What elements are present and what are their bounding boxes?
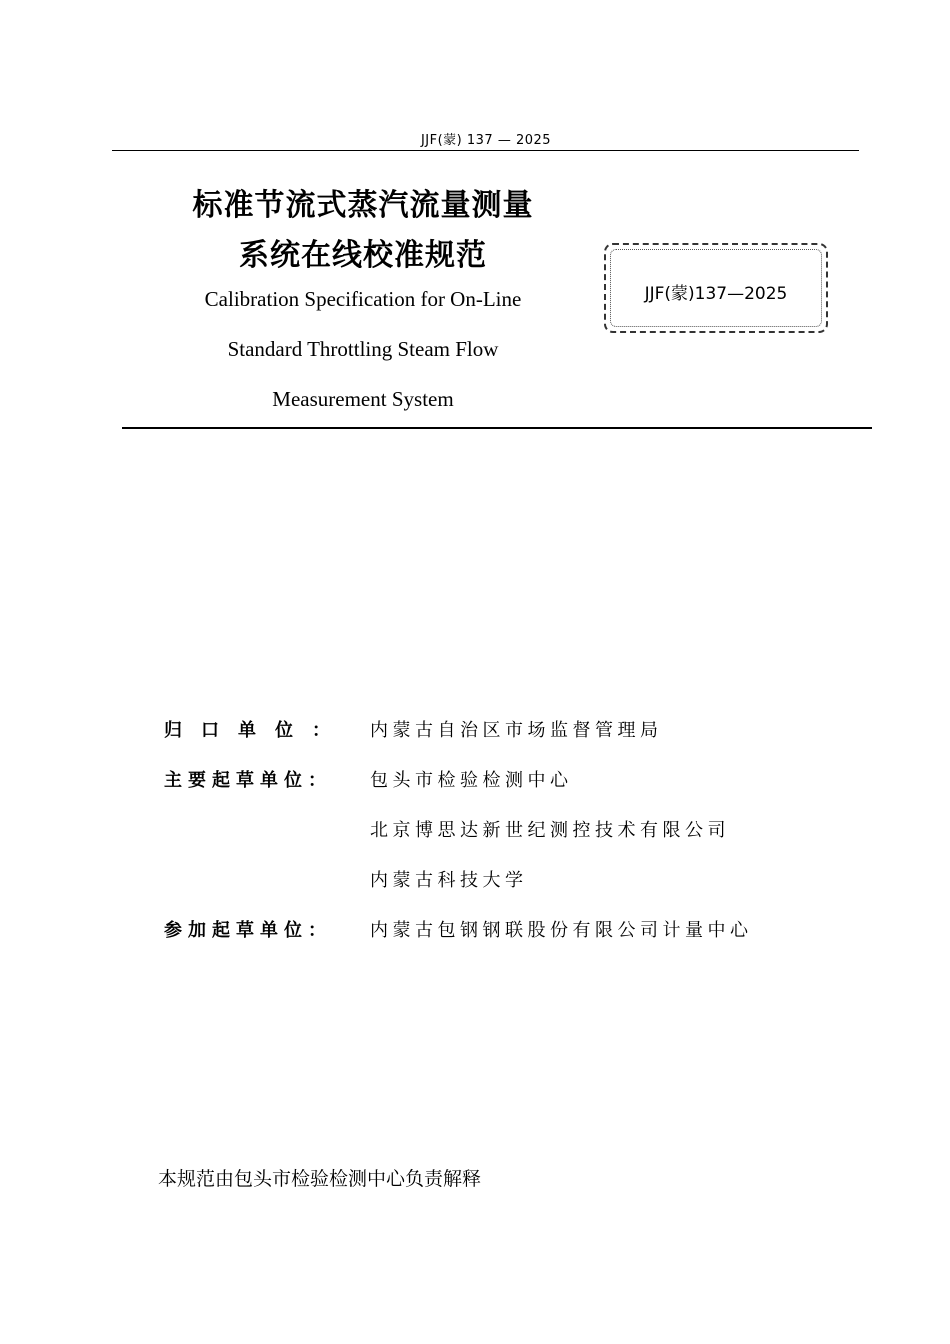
main-drafting-unit-2: 北京博思达新世纪测控技术有限公司: [370, 820, 730, 841]
title-english-line-3: Measurement System: [272, 387, 454, 411]
header-divider: [112, 150, 859, 151]
main-drafting-unit-3: 内蒙古科技大学: [370, 870, 528, 891]
standard-code-box-text: JJF(蒙)137—2025: [644, 284, 788, 304]
participating-unit-value: 内蒙古包钢钢联股份有限公司计量中心: [370, 920, 753, 941]
participating-unit-label: 参加起草单位：: [164, 920, 332, 941]
main-drafting-unit-1: 包头市检验检测中心: [370, 770, 573, 791]
interpretation-note: 本规范由包头市检验检测中心负责解释: [158, 1168, 482, 1190]
title-english-line-2: Standard Throttling Steam Flow: [227, 337, 499, 361]
responsible-unit-label: 归口单位：: [164, 720, 349, 741]
standard-code-frame: [604, 243, 828, 333]
main-drafting-unit-label: 主要起草单位：: [164, 770, 332, 791]
responsible-unit-value: 内蒙古自治区市场监督管理局: [370, 720, 663, 741]
title-divider: [122, 427, 872, 429]
header-standard-code: JJF(蒙) 137 — 2025: [420, 133, 552, 148]
title-chinese-line-2: 系统在线校准规范: [239, 238, 487, 273]
title-chinese-line-1: 标准节流式蒸汽流量测量: [192, 188, 534, 223]
title-english-line-1: Calibration Specification for On-Line: [204, 287, 522, 311]
